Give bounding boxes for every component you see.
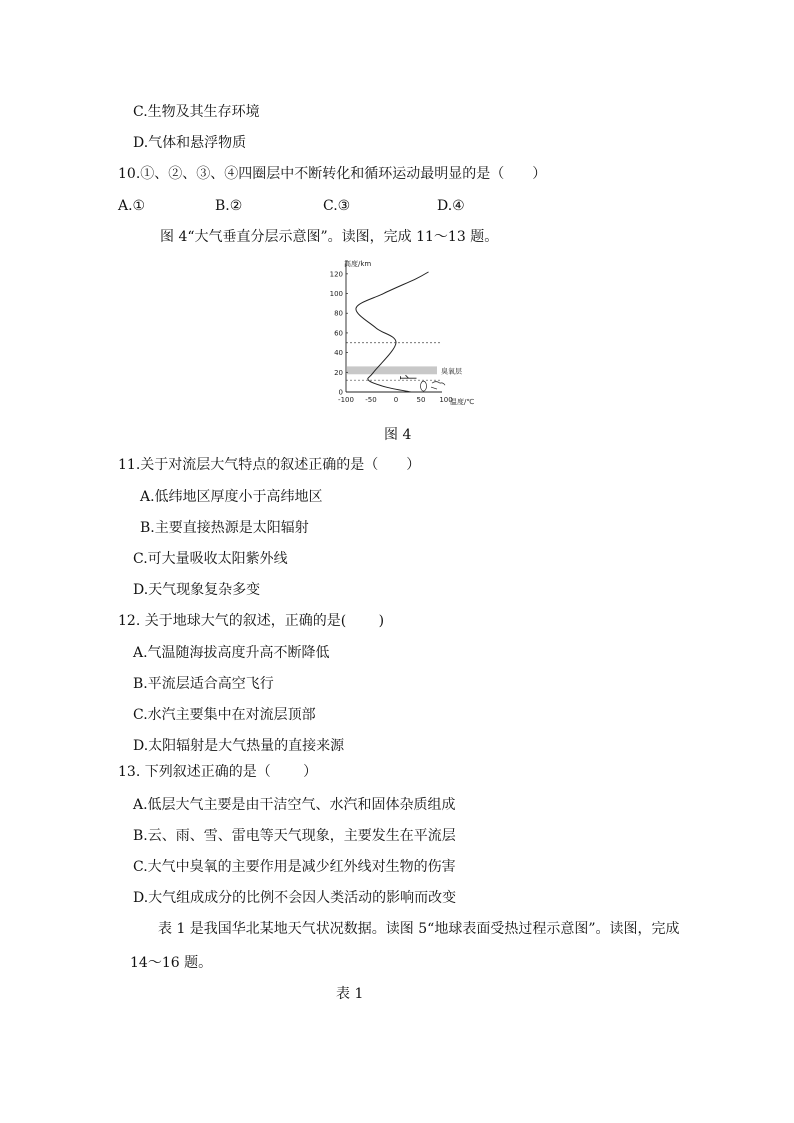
convection-loop-icon: [421, 381, 427, 391]
x-tick-label--100: -100: [338, 396, 354, 404]
q11-option-a: A.低纬地区厚度小于高纬地区: [140, 489, 323, 505]
table-caption: 表 1: [336, 986, 364, 1002]
y-tick-label-80: 80: [334, 309, 343, 318]
q13-option-d: D.大气组成成分的比例不会因人类活动的影响而改变: [133, 890, 457, 906]
airplane-icon: [401, 375, 417, 379]
table-intro-line1: 表 1 是我国华北某地天气状况数据。读图 5“地球表面受热过程示意图”。读图，完成: [158, 921, 680, 937]
ozone-layer-label: 臭氧层: [441, 367, 462, 376]
q12-stem: 12. 关于地球大气的叙述，正确的是( ): [118, 613, 385, 629]
q13-option-a: A.低层大气主要是由干洁空气、水汽和固体杂质组成: [133, 797, 456, 813]
y-tick-label-100: 100: [329, 290, 343, 299]
q12-option-a: A.气温随海拔高度升高不断降低: [133, 645, 330, 661]
q13-option-c: C.大气中臭氧的主要作用是减少红外线对生物的伤害: [133, 859, 456, 875]
x-tick-label-50: 50: [416, 396, 426, 404]
ozone-band: [347, 366, 437, 374]
q13-option-b: B.云、雨、雪、雷电等天气现象，主要发生在平流层: [133, 828, 456, 844]
figure4-intro: 图 4“大气垂直分层示意图”。读图，完成 11～13 题。: [160, 229, 499, 245]
x-tick-label-100: 100: [439, 396, 453, 404]
x-axis-title: 温度/℃: [450, 398, 475, 406]
q11-stem: 11.关于对流层大气特点的叙述正确的是（ ）: [118, 457, 421, 473]
table-intro-line2: 14～16 题。: [130, 955, 213, 971]
q11-option-d: D.天气现象复杂多变: [133, 582, 261, 598]
q10-option-c: C.③: [323, 198, 351, 214]
y-tick-label-60: 60: [334, 329, 343, 338]
q13-stem: 13. 下列叙述正确的是（ ）: [118, 764, 318, 780]
q12-option-c: C.水汽主要集中在对流层顶部: [133, 707, 316, 723]
y-tick-label-0: 0: [338, 388, 343, 397]
y-tick-label-120: 120: [329, 270, 343, 279]
q10-option-d: D.④: [437, 198, 465, 214]
q10-stem: 10.①、②、③、④四圈层中不断转化和循环运动最明显的是（ ）: [118, 166, 547, 182]
q9-option-c: C.生物及其生存环境: [133, 104, 260, 120]
q12-option-d: D.太阳辐射是大气热量的直接来源: [133, 738, 345, 754]
q10-option-b: B.②: [215, 198, 243, 214]
q11-option-b: B.主要直接热源是太阳辐射: [140, 520, 309, 536]
y-tick-label-40: 40: [334, 349, 343, 358]
q10-option-a: A.①: [118, 198, 146, 214]
q12-option-b: B.平流层适合高空飞行: [133, 676, 274, 692]
q11-option-c: C.可大量吸收太阳紫外线: [133, 551, 288, 567]
x-tick-label--50: -50: [365, 396, 377, 404]
figure4-caption: 图 4: [384, 427, 412, 443]
y-tick-label-20: 20: [334, 368, 343, 377]
x-tick-label-0: 0: [393, 396, 399, 404]
cloud-icon: [431, 382, 445, 389]
y-axis-title: 高度/km: [344, 260, 372, 268]
atmosphere-layer-chart: [326, 254, 476, 410]
q9-option-d: D.气体和悬浮物质: [133, 135, 247, 151]
